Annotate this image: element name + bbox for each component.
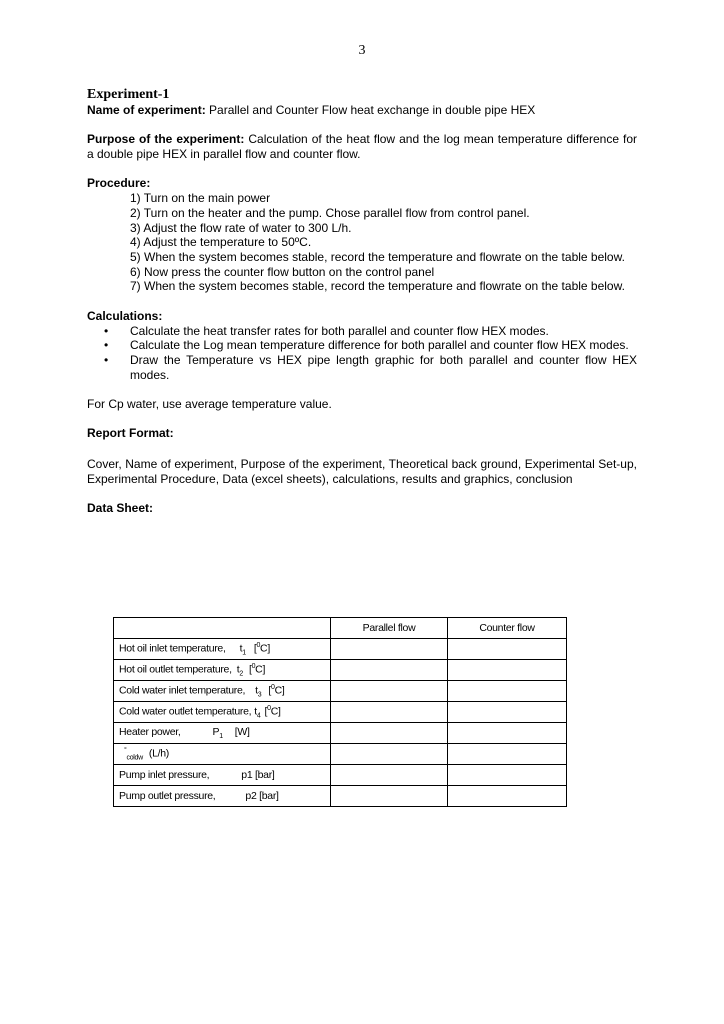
row-unit: [W]	[234, 725, 250, 738]
bullet-icon: •	[104, 323, 109, 338]
row-symbol-sub: 4	[256, 712, 261, 720]
procedure-heading	[87, 176, 637, 191]
row-unit: [	[248, 663, 252, 676]
report-heading	[87, 426, 637, 441]
row-unit-sup: 0	[267, 704, 271, 712]
counter-flow-cell[interactable]	[448, 639, 567, 660]
row-symbol-sub: 1	[242, 649, 246, 657]
calculations-heading-text: Calculations:	[87, 308, 163, 323]
table-row	[114, 765, 567, 786]
row-label-cell	[114, 765, 331, 786]
table-row	[114, 702, 567, 723]
row-label: Heater power,	[119, 725, 181, 738]
procedure-step: 3) Adjust the flow rate of water to 300 L/h.	[130, 220, 352, 235]
counter-flow-cell[interactable]	[448, 723, 567, 744]
parallel-flow-cell[interactable]	[331, 639, 448, 660]
row-unit-sup: 0	[251, 662, 256, 670]
parallel-flow-cell[interactable]	[331, 660, 448, 681]
row-unit-post: C]	[274, 684, 285, 697]
table-row	[114, 786, 567, 807]
document-body	[87, 87, 637, 516]
row-label-cell	[114, 723, 331, 744]
table-header-cell: Parallel flow	[331, 618, 448, 639]
row-unit: [bar]	[255, 769, 275, 781]
bullet-icon: •	[104, 338, 109, 353]
counter-flow-cell[interactable]	[448, 681, 567, 702]
row-label-cell	[114, 702, 331, 723]
row-label: Pump inlet pressure,	[119, 769, 210, 781]
row-unit-post: C]	[255, 663, 266, 676]
row-symbol: t	[236, 663, 240, 676]
counter-flow-cell[interactable]	[448, 702, 567, 723]
row-label: Hot oil outlet temperature,	[119, 663, 232, 676]
datasheet-heading-text: Data Sheet:	[87, 501, 154, 516]
row-symbol-sub: 3	[257, 691, 262, 699]
purpose-text: Calculation of the heat flow and the log mean temperature difference for a double pipe HEX in parallel flow and counter flow.	[87, 132, 637, 162]
row-unit-post: C]	[260, 642, 270, 655]
table-row	[114, 660, 567, 681]
calculations-heading	[87, 309, 637, 324]
calculation-item	[87, 353, 637, 382]
calculation-text: Draw the Temperature vs HEX pipe length graphic for both parallel and counter flow HEX modes.	[130, 352, 637, 382]
data-sheet-table	[113, 617, 567, 807]
row-unit: [	[268, 684, 271, 697]
name-label: Name of experiment:	[87, 103, 206, 117]
calculation-text: Calculate the Log mean temperature difference for both parallel and counter flow HEX modes.	[130, 338, 629, 353]
row-unit-post: C]	[270, 705, 281, 718]
row-label-cell	[114, 744, 331, 765]
procedure-step: 1) Turn on the main power	[130, 191, 271, 206]
row-unit: [bar]	[259, 790, 279, 802]
row-label: Hot oil inlet temperature,	[119, 642, 226, 655]
counter-flow-cell[interactable]	[448, 744, 567, 765]
calculation-text: Calculate the heat transfer rates for both parallel and counter flow HEX modes.	[130, 323, 549, 338]
procedure-step: 6) Now press the counter flow button on the control panel	[130, 264, 435, 279]
row-symbol: P	[212, 725, 220, 738]
table-header-cell	[114, 618, 331, 639]
parallel-flow-cell[interactable]	[331, 786, 448, 807]
row-unit-sup: 0	[270, 683, 275, 691]
parallel-flow-cell[interactable]	[331, 744, 448, 765]
calculations-list	[87, 324, 637, 383]
row-label-cell	[114, 786, 331, 807]
calculation-item	[87, 338, 637, 353]
purpose-paragraph	[87, 132, 637, 161]
datasheet-heading	[87, 501, 637, 516]
counter-flow-cell[interactable]	[448, 660, 567, 681]
row-unit: (L/h)	[148, 747, 169, 760]
cp-note: For Cp water, use average temperature value.	[87, 397, 332, 411]
purpose-label: Purpose of the experiment:	[87, 132, 245, 147]
row-unit: [	[264, 705, 268, 718]
table-row	[114, 744, 567, 765]
flow-dot-mark: °	[124, 746, 127, 754]
calculation-item	[87, 324, 637, 339]
name-value: Parallel and Counter Flow heat exchange in double pipe HEX	[205, 103, 536, 117]
row-symbol: t	[255, 684, 258, 697]
table-header-row	[114, 618, 567, 639]
parallel-flow-cell[interactable]	[331, 681, 448, 702]
procedure-list	[87, 191, 637, 294]
row-symbol: p2	[245, 790, 257, 802]
procedure-step: 4) Adjust the temperature to 50ºC.	[130, 235, 312, 250]
flow-symbol-sub: coldw	[126, 754, 143, 762]
counter-flow-cell[interactable]	[448, 765, 567, 786]
table-row	[114, 639, 567, 660]
experiment-name	[87, 103, 637, 118]
bullet-icon: •	[104, 352, 109, 367]
row-label-cell	[114, 681, 331, 702]
row-label: Pump outlet pressure,	[119, 790, 216, 802]
table-header-cell: Counter flow	[448, 618, 567, 639]
report-heading-text: Report Format:	[87, 426, 174, 441]
page-number: 3	[358, 43, 366, 58]
row-unit: [	[253, 642, 257, 655]
row-label-cell	[114, 639, 331, 660]
row-symbol: t	[239, 642, 243, 655]
table-row	[114, 681, 567, 702]
row-symbol-sub: 1	[219, 733, 223, 741]
row-symbol: t	[254, 705, 257, 718]
parallel-flow-cell[interactable]	[331, 723, 448, 744]
parallel-flow-cell[interactable]	[331, 765, 448, 786]
procedure-step: 5) When the system becomes stable, record the temperature and flowrate on the table below.	[130, 250, 625, 264]
row-unit-sup: 0	[256, 641, 261, 649]
row-label: Cold water outlet temperature,	[119, 705, 252, 718]
parallel-flow-cell[interactable]	[331, 702, 448, 723]
experiment-title: Experiment-1	[87, 87, 170, 102]
row-symbol: p1	[241, 769, 253, 781]
procedure-step: 7) When the system becomes stable, record the temperature and flowrate on the table below.	[130, 279, 625, 294]
row-label: Cold water inlet temperature,	[119, 684, 246, 697]
row-label-cell	[114, 660, 331, 681]
table-row	[114, 723, 567, 744]
row-symbol-sub: 2	[239, 670, 243, 678]
report-text: Cover, Name of experiment, Purpose of the experiment, Theoretical back ground, Experimental Set-up, Experimental Procedure, Data (excel sheets), calculations, results and graphics, conclusion	[87, 457, 637, 486]
procedure-step: 2) Turn on the heater and the pump. Chose parallel flow from control panel.	[130, 205, 530, 220]
counter-flow-cell[interactable]	[448, 786, 567, 807]
procedure-heading-text: Procedure:	[87, 176, 151, 191]
